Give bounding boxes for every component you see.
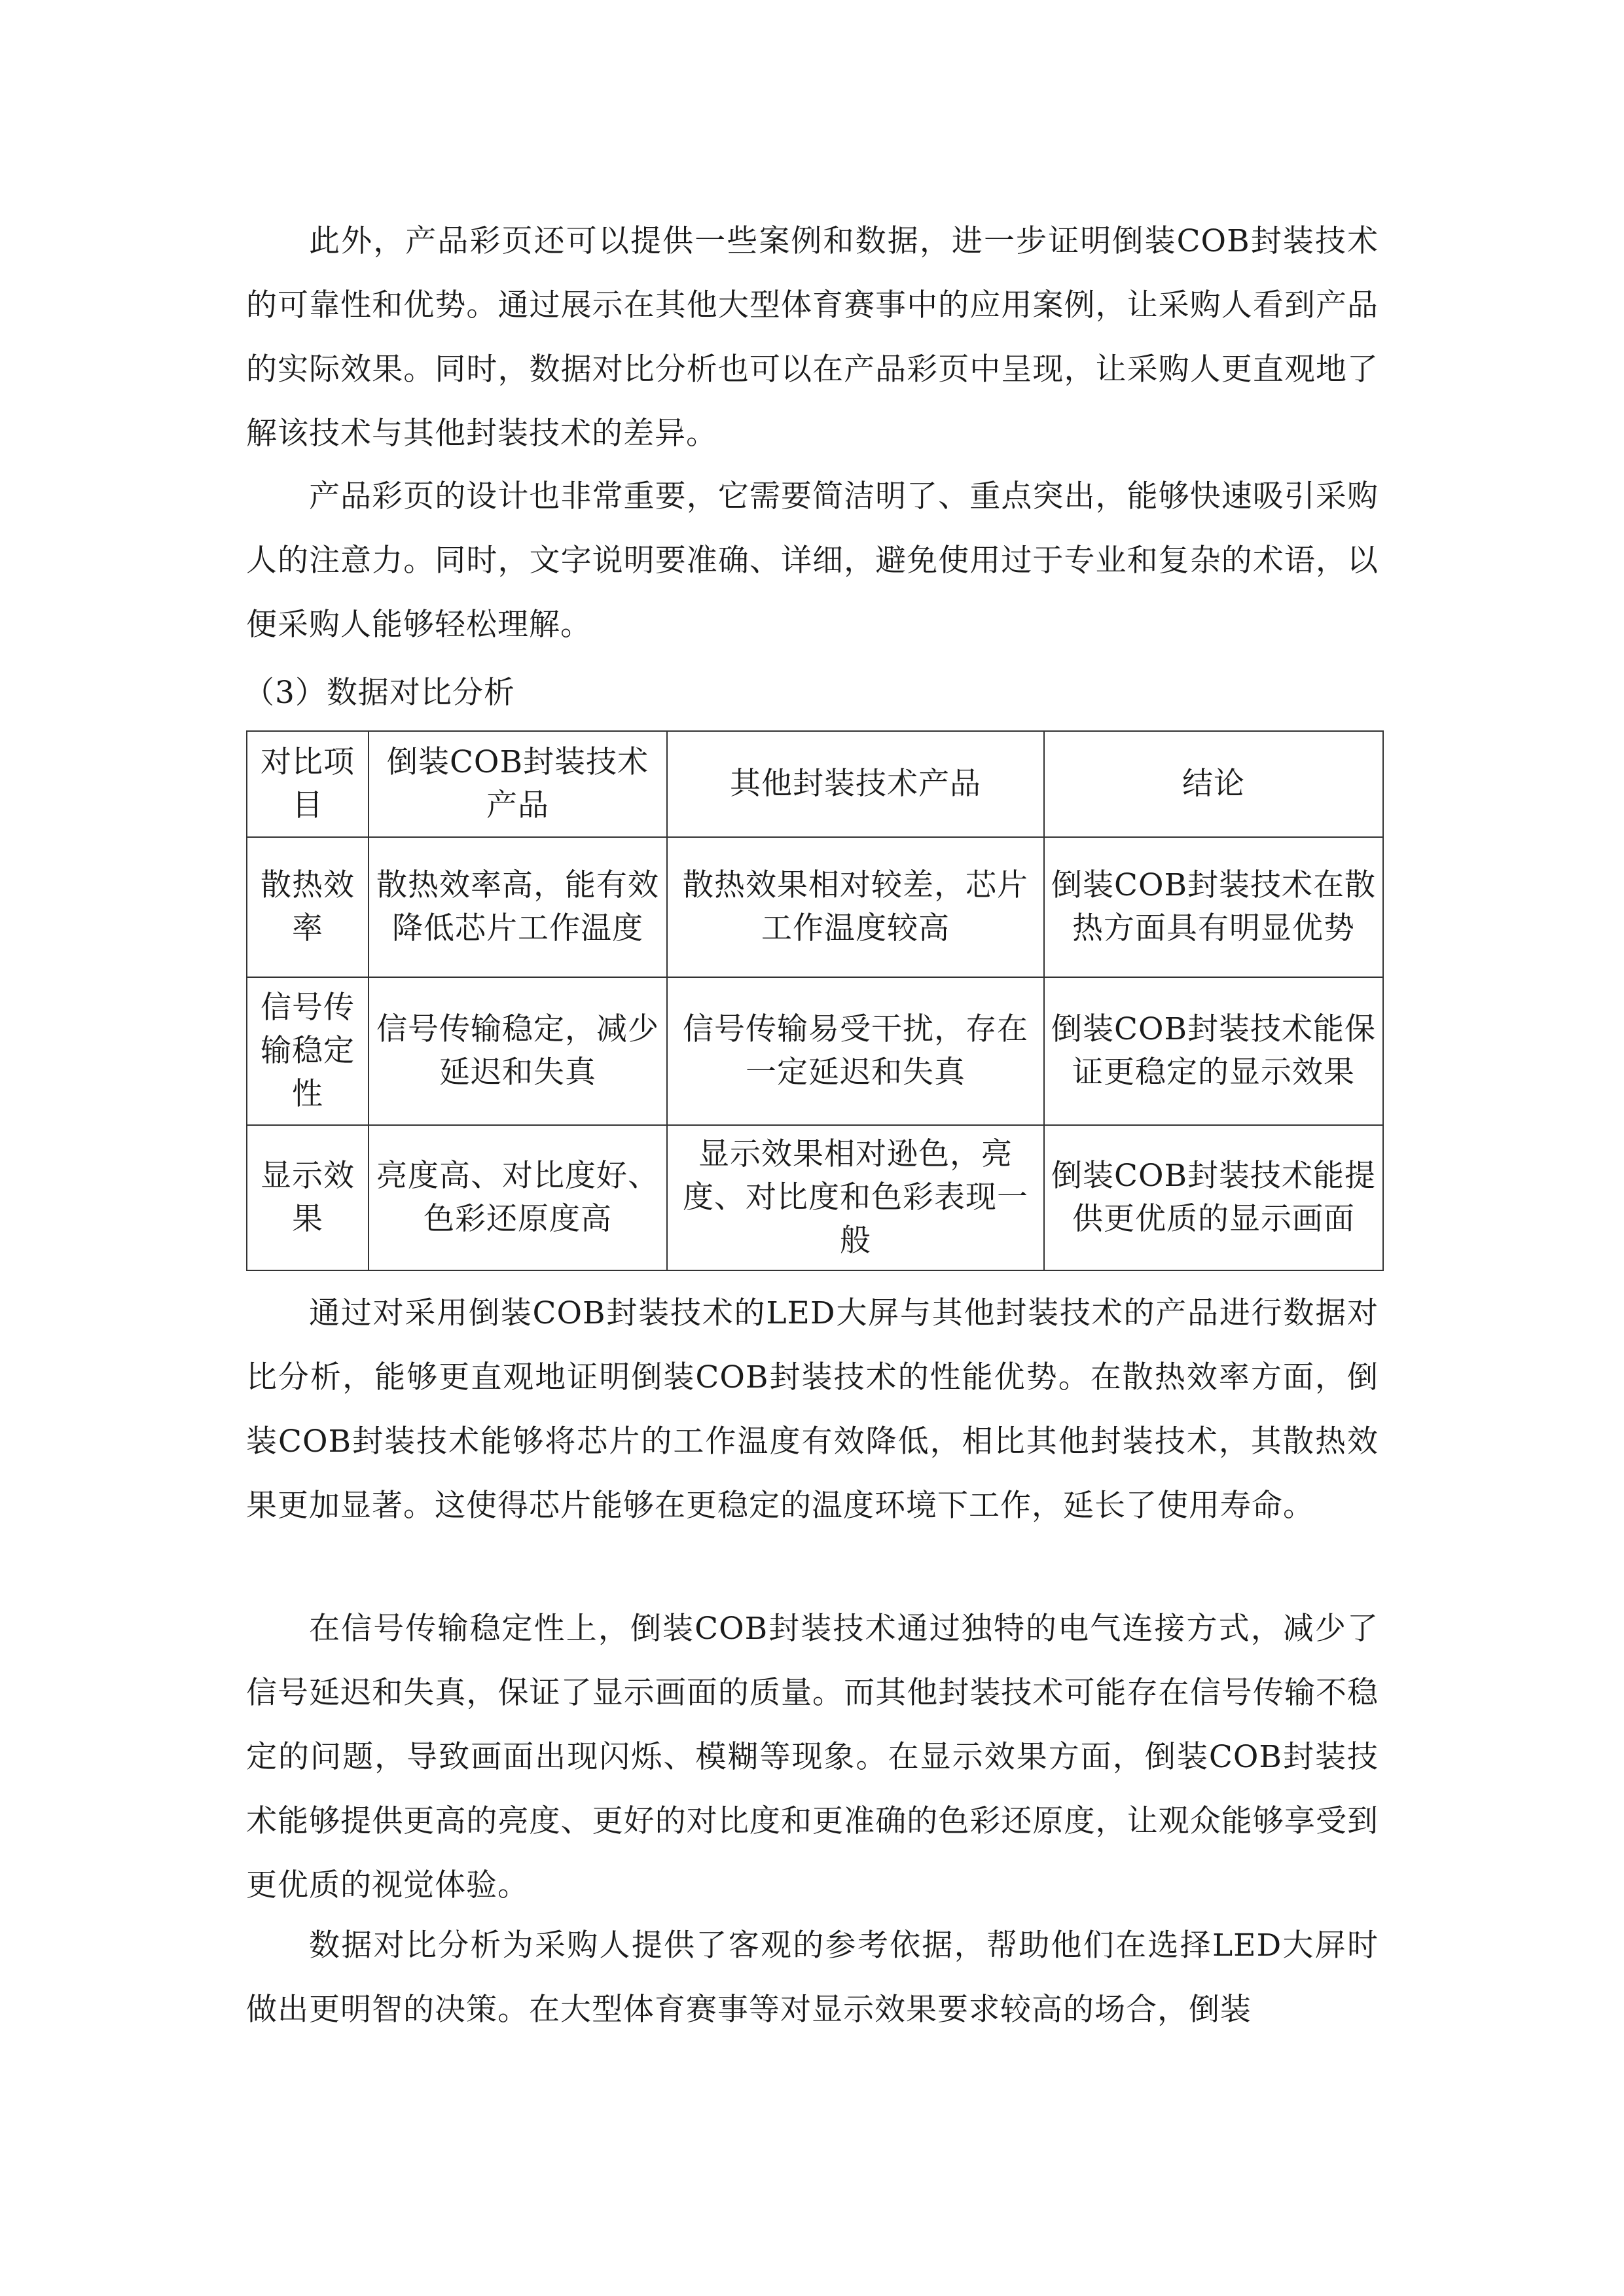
comparison-table: [246, 730, 1384, 1271]
table-cell: 倒装COB封装技术能提供更优质的显示画面: [1044, 1125, 1383, 1270]
table-cell: 亮度高、对比度好、色彩还原度高: [369, 1125, 667, 1270]
table-cell: 散热效率高，能有效降低芯片工作温度: [369, 837, 667, 977]
table-row: [247, 1125, 1383, 1270]
table-cell: 散热效率: [247, 837, 369, 977]
paragraph-design: 产品彩页的设计也非常重要，它需要简洁明了、重点突出，能够快速吸引采购人的注意力。同时，文字说明要准确、详细，避免使用过于专业和复杂的术语，以便采购人能够轻松理解。: [246, 478, 1379, 643]
table-header-row: [247, 731, 1383, 837]
paragraph-signal-display: 在信号传输稳定性上，倒装COB封装技术通过独特的电气连接方式，减少了信号延迟和失真，保证了显示画面的质量。而其他封装技术可能存在信号传输不稳定的问题，导致画面出现闪烁、模糊等现象。在显示效果方面，倒装COB封装技术能够提供更高的亮度、更好的对比度和更准确的色彩还原度，让观众能够享受到更优质的视觉体验。: [246, 1611, 1379, 1903]
header-cell: 结论: [1044, 731, 1383, 837]
table-cell: 倒装COB封装技术能保证更稳定的显示效果: [1044, 977, 1383, 1125]
section-heading: （3）数据对比分析: [244, 675, 515, 711]
header-cell: 其他封装技术产品: [667, 731, 1044, 837]
table-cell: 倒装COB封装技术在散热方面具有明显优势: [1044, 837, 1383, 977]
header-cell: 对比项目: [247, 731, 369, 837]
header-cell: 倒装COB封装技术产品: [369, 731, 667, 837]
table-cell: 散热效果相对较差，芯片工作温度较高: [667, 837, 1044, 977]
paragraph-analysis-intro: 通过对采用倒装COB封装技术的LED大屏与其他封装技术的产品进行数据对比分析，能够更直观地证明倒装COB封装技术的性能优势。在散热效率方面，倒装COB封装技术能够将芯片的工作温度有效降低，相比其他封装技术，其散热效果更加显著。这使得芯片能够在更稳定的温度环境下工作，延长了使用寿命。: [246, 1295, 1379, 1524]
paragraph-conclusion: 数据对比分析为采购人提供了客观的参考依据，帮助他们在选择LED大屏时做出更明智的决策。在大型体育赛事等对显示效果要求较高的场合，倒装: [246, 1928, 1379, 2028]
table-cell: 信号传输稳定性: [247, 977, 369, 1125]
table-cell: 显示效果相对逊色，亮度、对比度和色彩表现一般: [667, 1125, 1044, 1270]
table-row: [247, 977, 1383, 1125]
table-cell: 显示效果: [247, 1125, 369, 1270]
table-row: [247, 837, 1383, 977]
paragraph-case-studies: 此外，产品彩页还可以提供一些案例和数据，进一步证明倒装COB封装技术的可靠性和优势。通过展示在其他大型体育赛事中的应用案例，让采购人看到产品的实际效果。同时，数据对比分析也可以在产品彩页中呈现，让采购人更直观地了解该技术与其他封装技术的差异。: [246, 223, 1379, 452]
table-cell: 信号传输易受干扰，存在一定延迟和失真: [667, 977, 1044, 1125]
table-cell: 信号传输稳定，减少延迟和失真: [369, 977, 667, 1125]
